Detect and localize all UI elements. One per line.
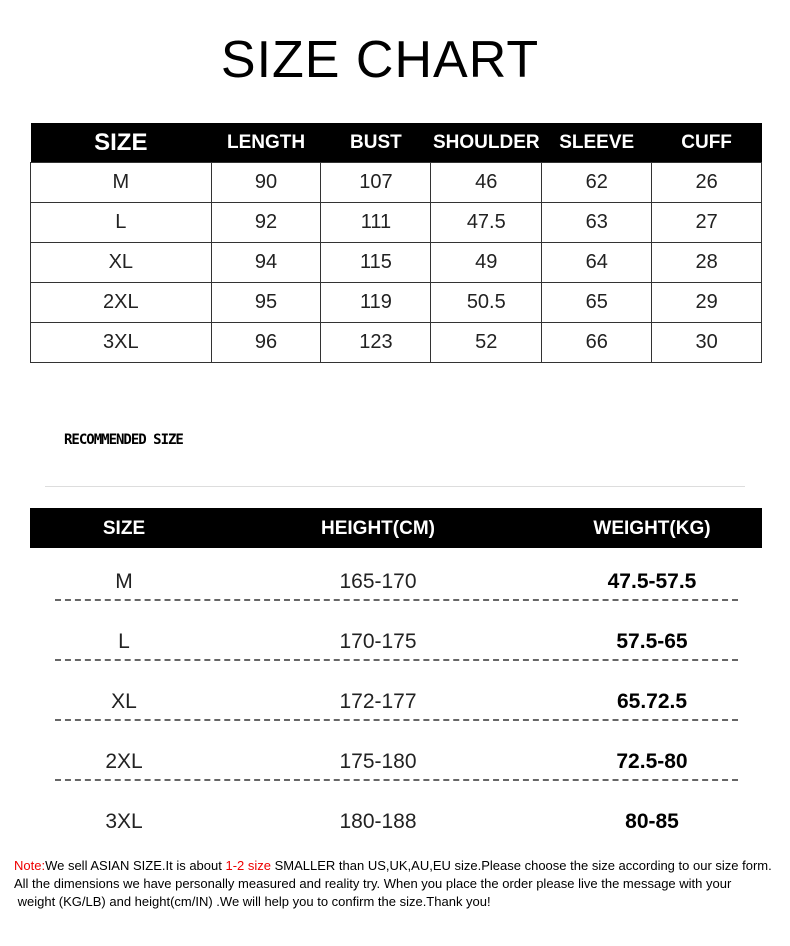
note-line3: weight (KG/LB) and height(cm/IN) .We will help you to confirm the size.Thank you! [14, 894, 491, 909]
dashed-divider [55, 599, 738, 601]
table-cell: 26 [652, 163, 762, 203]
table-cell: 2XL [31, 283, 212, 323]
table-cell: 63 [542, 203, 652, 243]
table-cell: 62 [542, 163, 652, 203]
table-cell: 52 [431, 323, 542, 363]
weight-value: 57.5-65 [616, 630, 688, 653]
table-cell: 3XL [31, 323, 212, 363]
table-cell: 95 [211, 283, 321, 323]
divider [45, 486, 745, 487]
table-cell: L [31, 203, 212, 243]
header-weight: WEIGHT(KG) [593, 518, 711, 539]
list-item [0, 742, 790, 802]
header-cuff: CUFF [652, 123, 762, 163]
note-text: We sell ASIAN SIZE.It is about [45, 858, 226, 873]
table-row [31, 323, 762, 363]
list-item [0, 802, 790, 862]
size-note [14, 857, 790, 911]
header-bust: BUST [321, 123, 431, 163]
height-value: 170-175 [339, 630, 417, 653]
note-text: SMALLER than US,UK,AU,EU size.Please choose the size according to our size form. [271, 858, 772, 873]
height-value: 165-170 [339, 570, 417, 593]
dashed-divider [55, 719, 738, 721]
height-value: 172-177 [339, 690, 417, 713]
size-chart-table [30, 123, 762, 363]
table-cell: 30 [652, 323, 762, 363]
list-item [0, 562, 790, 622]
size-value: 3XL [105, 810, 143, 833]
table-row [31, 163, 762, 203]
table-row [31, 243, 762, 283]
header-sleeve: SLEEVE [542, 123, 652, 163]
header-size: SIZE [102, 518, 146, 539]
table-cell: 119 [321, 283, 431, 323]
table-cell: 28 [652, 243, 762, 283]
table-cell: 65 [542, 283, 652, 323]
list-item [0, 682, 790, 742]
size-value: 2XL [105, 750, 143, 773]
table-cell: 115 [321, 243, 431, 283]
weight-value: 72.5-80 [616, 750, 688, 773]
height-value: 175-180 [339, 750, 417, 773]
weight-value: 80-85 [625, 810, 679, 833]
table-cell: XL [31, 243, 212, 283]
dashed-divider [55, 659, 738, 661]
note-label: Note: [14, 858, 46, 873]
header-height: HEIGHT(CM) [321, 518, 435, 539]
note-line2: All the dimensions we have personally measured and reality try. When you place the order please live the message with your [14, 876, 732, 891]
table-cell: 47.5 [431, 203, 542, 243]
note-highlight: 1-2 size [225, 858, 271, 873]
header-shoulder: SHOULDER [431, 123, 542, 163]
table-cell: 123 [321, 323, 431, 363]
table-cell: 96 [211, 323, 321, 363]
table-cell: 27 [652, 203, 762, 243]
weight-value: 65.72.5 [616, 690, 688, 713]
recommended-size-label: RECOMMENDED SIZE [64, 432, 183, 448]
table-row [31, 203, 762, 243]
recommended-table-header [30, 508, 762, 548]
header-length: LENGTH [211, 123, 321, 163]
table-cell: 64 [542, 243, 652, 283]
table-header [31, 123, 762, 163]
table-row [31, 283, 762, 323]
header-size: SIZE [31, 123, 212, 163]
table-cell: 49 [431, 243, 542, 283]
page-title: SIZE CHART [220, 31, 540, 89]
size-value: L [118, 630, 130, 653]
table-cell: 50.5 [431, 283, 542, 323]
size-value: M [115, 570, 133, 593]
size-value: XL [111, 690, 137, 713]
table-cell: 92 [211, 203, 321, 243]
table-cell: 90 [211, 163, 321, 203]
table-cell: 29 [652, 283, 762, 323]
table-cell: 94 [211, 243, 321, 283]
weight-value: 47.5-57.5 [607, 570, 697, 593]
table-cell: 111 [321, 203, 431, 243]
list-item [0, 622, 790, 682]
dashed-divider [55, 779, 738, 781]
table-cell: 107 [321, 163, 431, 203]
height-value: 180-188 [339, 810, 417, 833]
table-cell: M [31, 163, 212, 203]
table-cell: 46 [431, 163, 542, 203]
table-cell: 66 [542, 323, 652, 363]
